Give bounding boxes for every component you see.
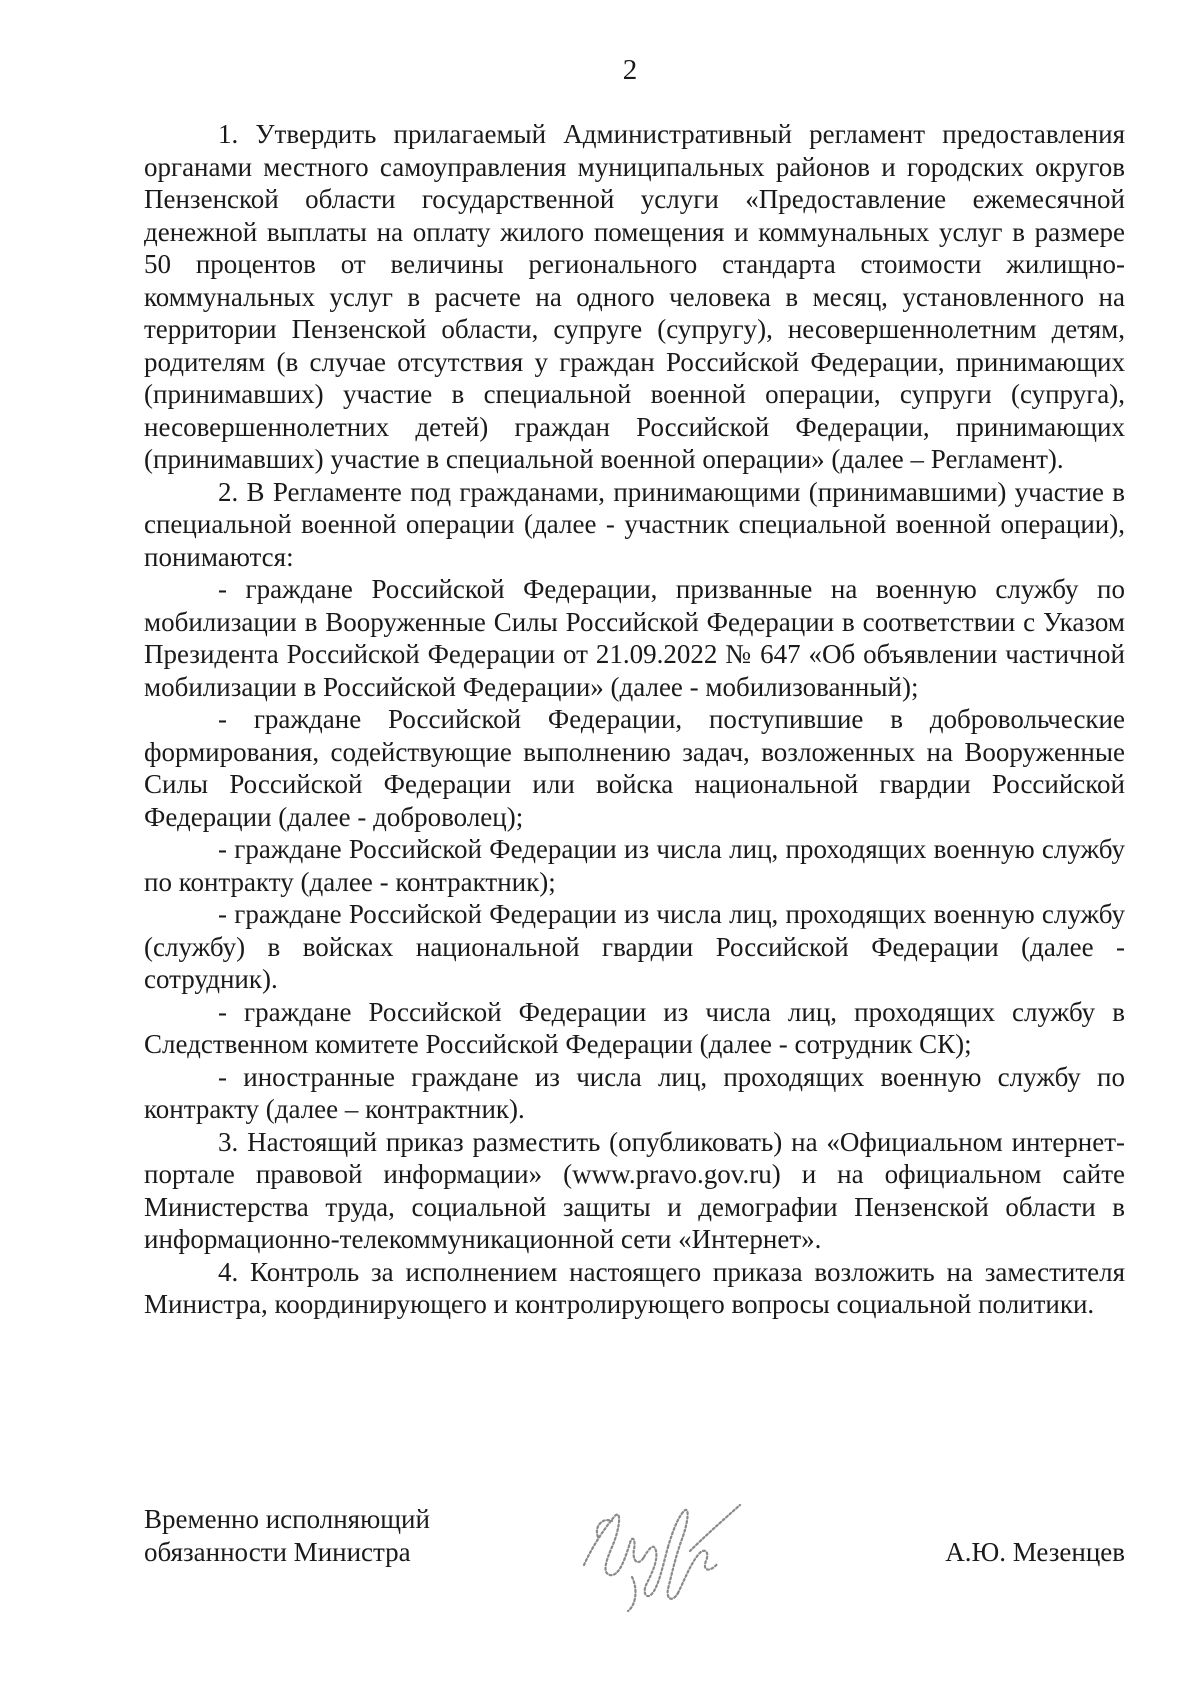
list-item-mobilized: - граждане Российской Федерации, призванные на военную службу по мобилизации в Вооруженные Силы Российской Федерации в соответствии с Указом Президента Российской Федерации от 21.09.2022 № 647 «Об объявлении частичной мобилизации в Российской Федерации» (далее - мобилизованный);: [144, 574, 1125, 702]
list-item-contractor: - граждане Российской Федерации из числа лиц, проходящих военную службу по контракту (далее - контрактник);: [144, 834, 1125, 897]
handwritten-signature: [572, 1477, 752, 1617]
paragraph-2-definition: 2. В Регламенте под гражданами, принимающими (принимавшими) участие в специальной военной операции (далее - участник специальной военной операции), понимаются:: [144, 476, 1125, 572]
list-item-volunteer: - граждане Российской Федерации, поступившие в добровольческие формирования, содействующие выполнению задач, возложенных на Вооруженные Силы Российской Федерации или войска национальной гвардии Российской Федерации (далее - доброволец);: [144, 704, 1125, 832]
signatory-name: А.Ю. Мезенцев: [945, 1537, 1125, 1567]
signature-block: [144, 1503, 1125, 1623]
list-item-investigative-committee: - граждане Российской Федерации из числа лиц, проходящих службу в Следственном комитете Российской Федерации (далее - сотрудник СК);: [144, 996, 1125, 1059]
paragraph-3-publication: 3. Настоящий приказ разместить (опубликовать) на «Официальном интернет-портале правовой информации» (www.pravo.gov.ru) и на официальном сайте Министерства труда, социальной защиты и демографии Пензенской области в информационно-телекоммуникационной сети «Интернет».: [144, 1126, 1125, 1254]
signatory-position: [144, 1503, 430, 1569]
signatory-position-line-2: обязанности Министра: [144, 1537, 411, 1567]
page-number: 2: [622, 54, 638, 86]
list-item-foreign-citizens: - иностранные граждане из числа лиц, проходящих военную службу по контракту (далее – контрактник).: [144, 1061, 1125, 1124]
paragraph-1-approve-regulation: 1. Утвердить прилагаемый Административный регламент предоставления органами местного самоуправления муниципальных районов и городских округов Пензенской области государственной услуги «Предоставление ежемесячной денежной выплаты на оплату жилого помещения и коммунальных услуг в размере 50 процентов от величины регионального стандарта стоимости жилищно-коммунальных услуг в расчете на одного человека в месяц, установленного на территории Пензенской области, супруге (супругу), несовершеннолетним детям, родителям (в случае отсутствия у граждан Российской Федерации, принимающих (принимавших) участие в специальной военной операции, супруги (супруга), несовершеннолетних детей) граждан Российской Федерации, принимающих (принимавших) участие в специальной военной операции» (далее – Регламент).: [144, 119, 1125, 474]
signatory-position-line-1: Временно исполняющий: [144, 1504, 430, 1534]
list-item-national-guard: - граждане Российской Федерации из числа лиц, проходящих военную службу (службу) в войсках национальной гвардии Российской Федерации (далее - сотрудник).: [144, 899, 1125, 994]
document-body: [144, 118, 1125, 1321]
paragraph-4-control: 4. Контроль за исполнением настоящего приказа возложить на заместителя Министра, координирующего и контролирующего вопросы социальной политики.: [144, 1256, 1125, 1319]
